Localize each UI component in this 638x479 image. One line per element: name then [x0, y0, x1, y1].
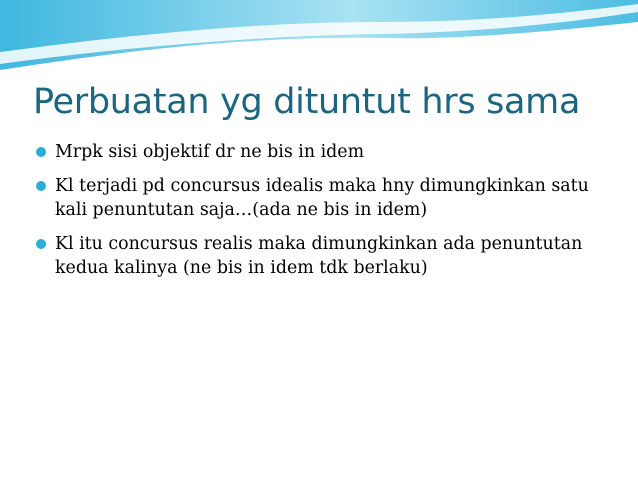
bullet-dot-icon	[36, 147, 46, 157]
bullet-dot-icon	[36, 181, 46, 191]
bullet-text: Kl itu concursus realis maka dimungkinkan ada penuntutan kedua kalinya (ne bis in idem tdk berlaku)	[55, 233, 583, 278]
bullet-item	[35, 232, 620, 281]
bullet-text: Kl terjadi pd concursus idealis maka hny dimungkinkan satu kali penuntutan saja…(ada ne bis in idem)	[55, 175, 589, 220]
slide-title: Perbuatan yg dituntut hrs sama	[33, 82, 581, 122]
wave-header-decoration	[0, 0, 638, 80]
bullet-list	[35, 140, 620, 290]
bullet-text: Mrpk sisi objektif dr ne bis in idem	[55, 142, 365, 162]
bullet-dot-icon	[36, 239, 46, 249]
bullet-item	[35, 174, 620, 223]
bullet-item	[35, 140, 620, 165]
